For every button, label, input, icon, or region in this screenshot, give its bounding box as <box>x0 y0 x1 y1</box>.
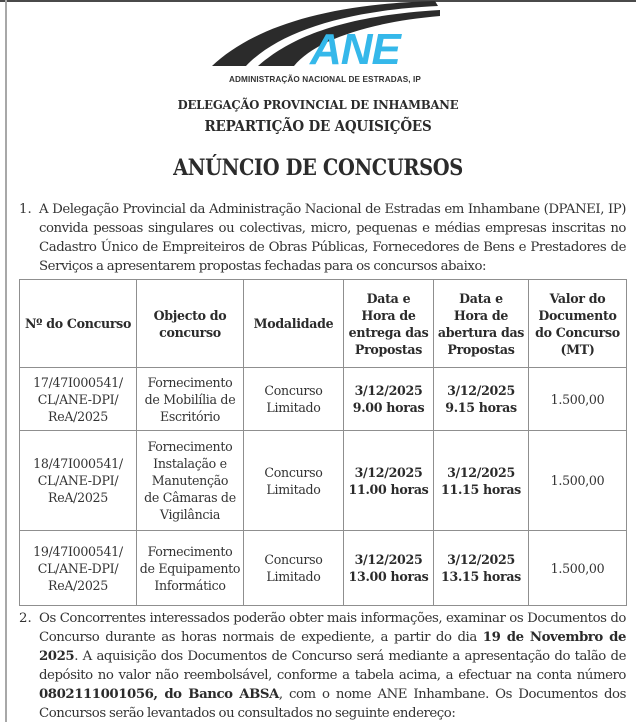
object-cell <box>137 431 244 531</box>
header-delivery-date <box>344 280 434 368</box>
cell-line: 11.00 horas <box>348 481 429 497</box>
paragraph-number: 1. <box>19 202 32 217</box>
cell-line: 3/12/2025 <box>354 383 423 398</box>
cell-line: abertura das <box>437 324 525 340</box>
cell-line: Fornecimento <box>147 374 233 390</box>
table-row <box>20 531 627 606</box>
cell-line: ReA/2025 <box>48 490 108 505</box>
delegation-heading: DELEGAÇÃO PROVINCIAL DE INHAMBANE <box>177 97 459 112</box>
delivery-date-cell <box>344 431 434 531</box>
document-value-cell: 1.500,00 <box>529 531 627 606</box>
table-header-row <box>20 280 627 368</box>
header-object <box>137 280 244 368</box>
cell-line: de Câmaras de <box>144 490 236 505</box>
paragraph-text: A Delegação Provincial da Administração Nacional de Estradas em Inhambane (DPANEI, IP) convida pessoas singulares ou colectivas, micro, pequenas e médias empresas inscritas no Cadastro Único de Empreiteiros de Obras Públicas, Fornecedores de Bens e Prestadores de Serviços a apresentarem propostas fechadas para os concursos abaixo: <box>39 202 626 274</box>
tender-number-cell <box>20 531 137 606</box>
table-row <box>20 368 627 431</box>
object-cell <box>137 368 244 431</box>
cell-line: Fornecimento <box>147 439 233 454</box>
cell-line: Propostas <box>447 341 515 357</box>
table-row <box>20 431 627 531</box>
cell-line: entrega das <box>348 324 429 340</box>
header-opening-date <box>434 280 529 368</box>
cell-line: CL/ANE-DPI/ <box>37 473 119 488</box>
cell-line: de Equipamento <box>139 560 241 576</box>
department-heading: REPARTIÇÃO DE AQUISIÇÕES <box>204 118 432 135</box>
tender-number-cell <box>20 431 137 531</box>
logo-wordmark: ANE <box>310 25 400 74</box>
cell-line: Hora de <box>453 307 509 323</box>
cell-line: 3/12/2025 <box>447 464 515 480</box>
opening-date-cell <box>434 431 529 531</box>
modality-cell <box>244 431 344 531</box>
modality-cell <box>244 368 344 431</box>
cell-line: CL/ANE-DPI/ <box>37 560 119 576</box>
cell-line: 3/12/2025 <box>447 383 515 398</box>
cell-line: Data e <box>459 290 503 306</box>
cell-line: 9.15 horas <box>445 400 517 415</box>
delivery-date-cell <box>344 531 434 606</box>
document-value-cell: 1.500,00 <box>529 368 627 431</box>
cell-line: Concurso <box>264 383 323 398</box>
cell-line: 3/12/2025 <box>354 464 423 480</box>
cell-line: ReA/2025 <box>48 577 108 593</box>
cell-line: Valor do <box>549 290 606 306</box>
cell-line: Manutenção <box>151 473 229 488</box>
cell-line: Limitado <box>266 569 321 584</box>
cell-line: 17/47I000541/ <box>33 374 123 390</box>
text-segment: , com o nome ANE Inhambane. Os Documentos dos Concursos serão levantados ou consultados no seguinte endereço: <box>39 687 626 721</box>
cell-line: Hora de <box>361 307 416 323</box>
cell-line: CL/ANE-DPI/ <box>37 391 119 407</box>
text-segment: . A aquisição dos Documentos de Concurso será mediante a apresentação do talão de depósito no valor não reembolsável, conforme a tabela acima, a efectuar na conta número <box>39 649 626 683</box>
delivery-date-cell <box>344 368 434 431</box>
page-title: ANÚNCIO DE CONCURSOS <box>173 155 463 181</box>
cell-line: 9.00 horas <box>352 400 425 415</box>
bank-account: 0802111001056, do Banco ABSA <box>39 687 279 702</box>
cell-line: Data e <box>366 290 411 306</box>
cell-line: 18/47I000541/ <box>33 456 123 471</box>
cell-line: Documento <box>538 307 617 323</box>
cell-line: Limitado <box>266 481 321 497</box>
opening-date-cell <box>434 368 529 431</box>
cell-line: 3/12/2025 <box>354 552 423 567</box>
cell-line: Escritório <box>159 408 221 424</box>
cell-line: do Concurso <box>535 324 620 340</box>
documents-date: 19 de Novembro de 2025 <box>39 630 626 664</box>
cell-line: Objecto do <box>153 307 227 323</box>
paragraph-text <box>39 609 626 723</box>
header-modality <box>244 280 344 368</box>
cell-line: Concurso <box>264 464 323 480</box>
cell-line: Modalidade <box>253 316 334 331</box>
left-border <box>5 0 7 722</box>
cell-line: Concurso <box>264 552 323 567</box>
cell-line: 3/12/2025 <box>447 552 515 567</box>
document-value-cell: 1.500,00 <box>529 431 627 531</box>
cell-line: Nº do Concurso <box>24 316 132 331</box>
cell-line: de Mobilília de <box>144 391 236 407</box>
cell-line: Limitado <box>266 400 321 415</box>
cell-line: Propostas <box>354 341 423 357</box>
cell-line: Fornecimento <box>147 543 233 559</box>
paragraph-number: 2. <box>19 611 32 626</box>
cell-line: ReA/2025 <box>48 408 108 424</box>
header-tender-number <box>20 280 137 368</box>
cell-line: 13.15 horas <box>441 569 521 584</box>
cell-line: 11.15 horas <box>441 481 521 497</box>
cell-line: concurso <box>159 324 221 340</box>
cell-line: Vigilância <box>159 507 221 522</box>
modality-cell <box>244 531 344 606</box>
cell-line: Informático <box>154 577 226 593</box>
road-swoosh-icon <box>210 0 440 78</box>
paragraph-1 <box>19 200 626 276</box>
object-cell <box>137 531 244 606</box>
logo-tagline: ADMINISTRAÇÃO NACIONAL DE ESTRADAS, IP <box>229 75 421 84</box>
opening-date-cell <box>434 531 529 606</box>
tenders-table <box>19 279 627 606</box>
cell-line: 19/47I000541/ <box>33 543 123 559</box>
cell-line: (MT) <box>560 341 595 357</box>
cell-line: Instalação e <box>153 456 227 471</box>
header-document-value <box>529 280 627 368</box>
ane-logo <box>210 0 440 92</box>
cell-line: 13.00 horas <box>348 569 429 584</box>
text-segment: Os Concorrentes interessados poderão obter mais informações, examinar os Documentos do Concurso durante as horas normais de expediente, a partir do dia <box>39 611 626 645</box>
tender-number-cell <box>20 368 137 431</box>
paragraph-2 <box>19 609 626 723</box>
